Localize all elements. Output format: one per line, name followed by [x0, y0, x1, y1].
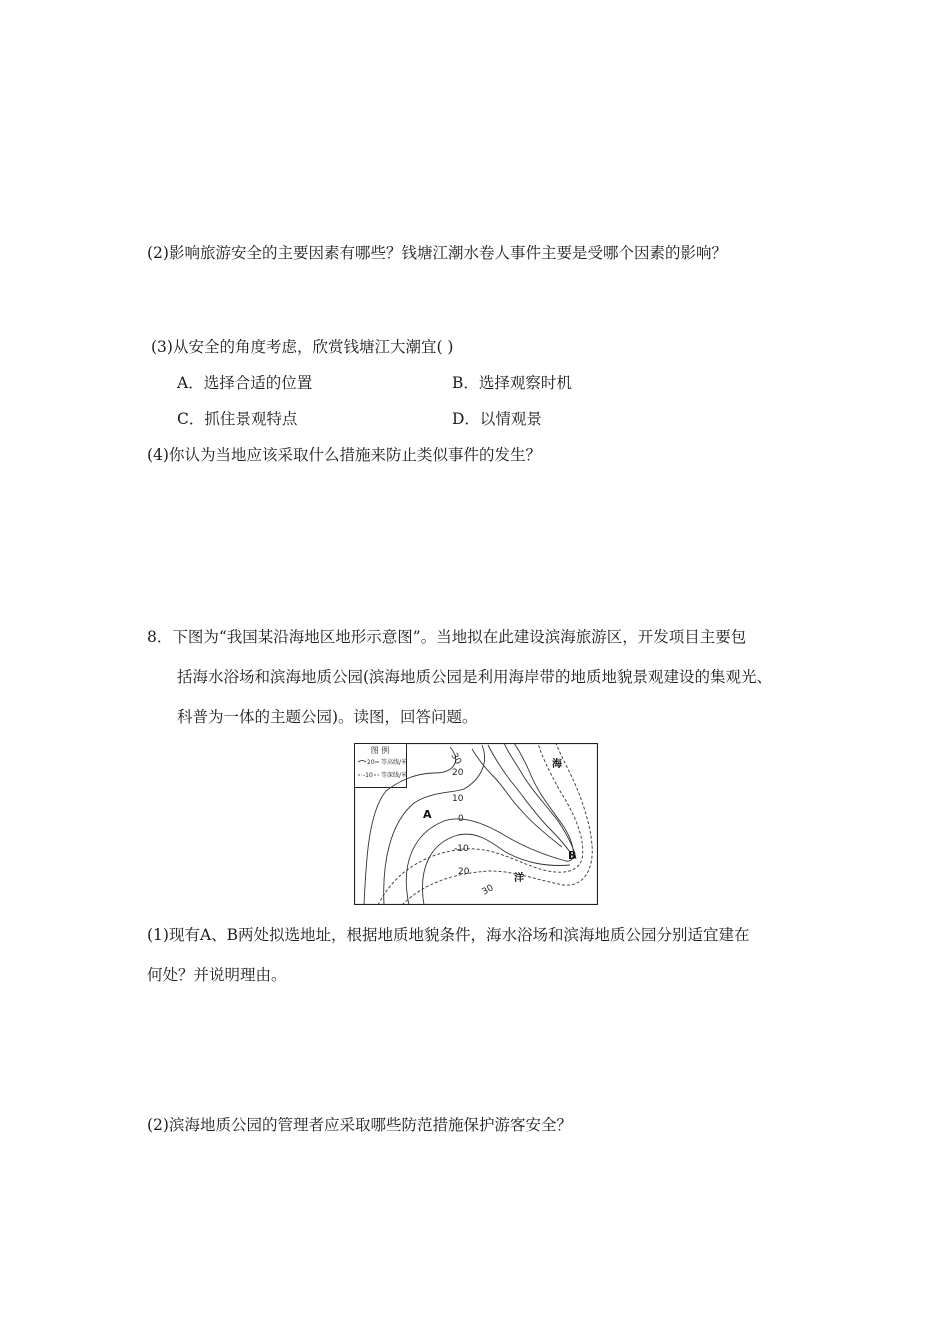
q7-sub3: (3)从安全的角度考虑，欣赏钱塘江大潮宜( ) [151, 338, 454, 356]
q8-sub1-line2: 何处？并说明理由。 [147, 966, 287, 984]
q8-sub1-line1: (1)现有A、B两处拟选地址，根据地质地貌条件，海水浴场和滨海地质公园分别适宜建在 [147, 926, 750, 944]
q7-option-a: A．选择合适的位置 [177, 374, 313, 392]
map-label-sea-1: 海 [552, 759, 562, 770]
legend-contour-value: 20 [367, 759, 375, 766]
q8-stem-line2: 括海水浴场和滨海地质公园(滨海地质公园是利用海岸带的地质地貌景观建设的集观光、 [177, 668, 773, 686]
map-label-sea-2: 洋 [514, 873, 524, 884]
q7-sub4: (4)你认为当地应该采取什么措施来防止类似事件的发生？ [147, 446, 541, 464]
q7-sub2: (2)影响旅游安全的主要因素有哪些？钱塘江潮水卷人事件主要是受哪个因素的影响？ [147, 244, 727, 262]
map-label-a: A [423, 808, 432, 821]
coastal-terrain-map [354, 743, 598, 905]
q7-option-c: C．抓住景观特点 [177, 410, 298, 428]
map-legend [355, 744, 408, 788]
contour-label-30: 30 [448, 751, 463, 767]
contour-label-0: 0 [458, 814, 464, 824]
q8-stem-line3: 科普为一体的主题公园)。读图，回答问题。 [177, 708, 478, 726]
q8-sub2: (2)滨海地质公园的管理者应采取哪些防范措施保护游客安全？ [147, 1116, 572, 1134]
contour-label-20: 20 [452, 768, 464, 778]
legend-isobath-value: -10 [363, 772, 373, 779]
map-label-b: B [568, 849, 577, 862]
legend-title: 图 例 [370, 746, 390, 755]
legend-isobath-text: 等深线/米 [381, 772, 408, 779]
isobath-label-m10: -10 [454, 844, 469, 854]
isobath-label-30: 30 [480, 883, 496, 898]
q7-option-d: D．以情观景 [452, 410, 542, 428]
q7-option-b: B．选择观察时机 [452, 374, 572, 392]
q8-stem-line1: 8．下图为“我国某沿海地区地形示意图”。当地拟在此建设滨海旅游区，开发项目主要包 [147, 628, 747, 646]
legend-contour-text: 等高线/米 [381, 759, 408, 766]
contour-label-10: 10 [452, 794, 464, 804]
isobath-label-20: 20 [458, 867, 470, 877]
